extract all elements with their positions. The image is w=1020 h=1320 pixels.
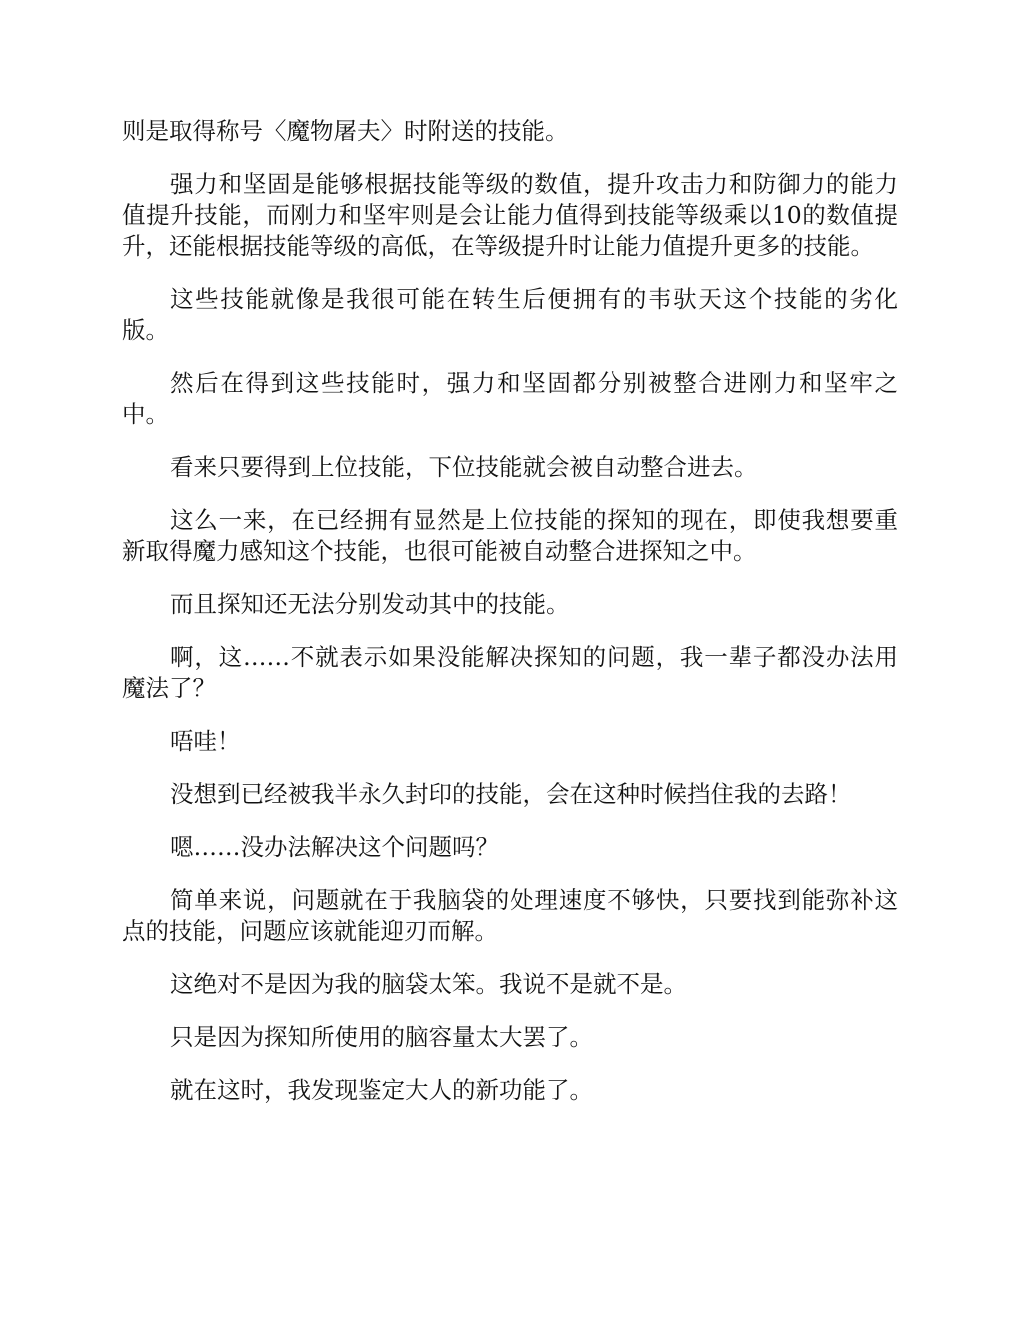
paragraph-6: 这么一来，在已经拥有显然是上位技能的探知的现在，即使我想要重新取得魔力感知这个技能，也很可能被自动整合进探知之中。 bbox=[122, 506, 898, 565]
paragraph-2: 强力和坚固是能够根据技能等级的数值，提升攻击力和防御力的能力值提升技能，而刚力和坚牢则是会让能力值得到技能等级乘以10的数值提升，还能根据技能等级的高低，在等级提升时让能力值提升更多的技能。 bbox=[122, 170, 898, 260]
paragraph-11: 嗯……没办法解决这个问题吗？ bbox=[170, 833, 499, 861]
paragraph-8: 啊，这……不就表示如果没能解决探知的问题，我一辈子都没办法用魔法了？ bbox=[122, 643, 898, 702]
paragraph-15: 就在这时，我发现鉴定大人的新功能了。 bbox=[170, 1076, 593, 1104]
paragraph-5: 看来只要得到上位技能，下位技能就会被自动整合进去。 bbox=[170, 453, 758, 481]
paragraph-4: 然后在得到这些技能时，强力和坚固都分别被整合进刚力和坚牢之中。 bbox=[122, 369, 898, 428]
paragraph-13: 这绝对不是因为我的脑袋太笨。我说不是就不是。 bbox=[170, 970, 687, 998]
document-page bbox=[122, 116, 898, 1128]
paragraph-3: 这些技能就像是我很可能在转生后便拥有的韦驮天这个技能的劣化版。 bbox=[122, 285, 898, 344]
paragraph-9: 唔哇！ bbox=[170, 727, 241, 755]
paragraph-14: 只是因为探知所使用的脑容量太大罢了。 bbox=[170, 1023, 593, 1051]
paragraph-7: 而且探知还无法分别发动其中的技能。 bbox=[170, 590, 570, 618]
paragraph-12: 简单来说，问题就在于我脑袋的处理速度不够快，只要找到能弥补这点的技能，问题应该就能迎刃而解。 bbox=[122, 886, 898, 945]
paragraph-1: 则是取得称号〈魔物屠夫〉时附送的技能。 bbox=[122, 117, 569, 145]
paragraph-10: 没想到已经被我半永久封印的技能，会在这种时候挡住我的去路！ bbox=[170, 780, 852, 808]
